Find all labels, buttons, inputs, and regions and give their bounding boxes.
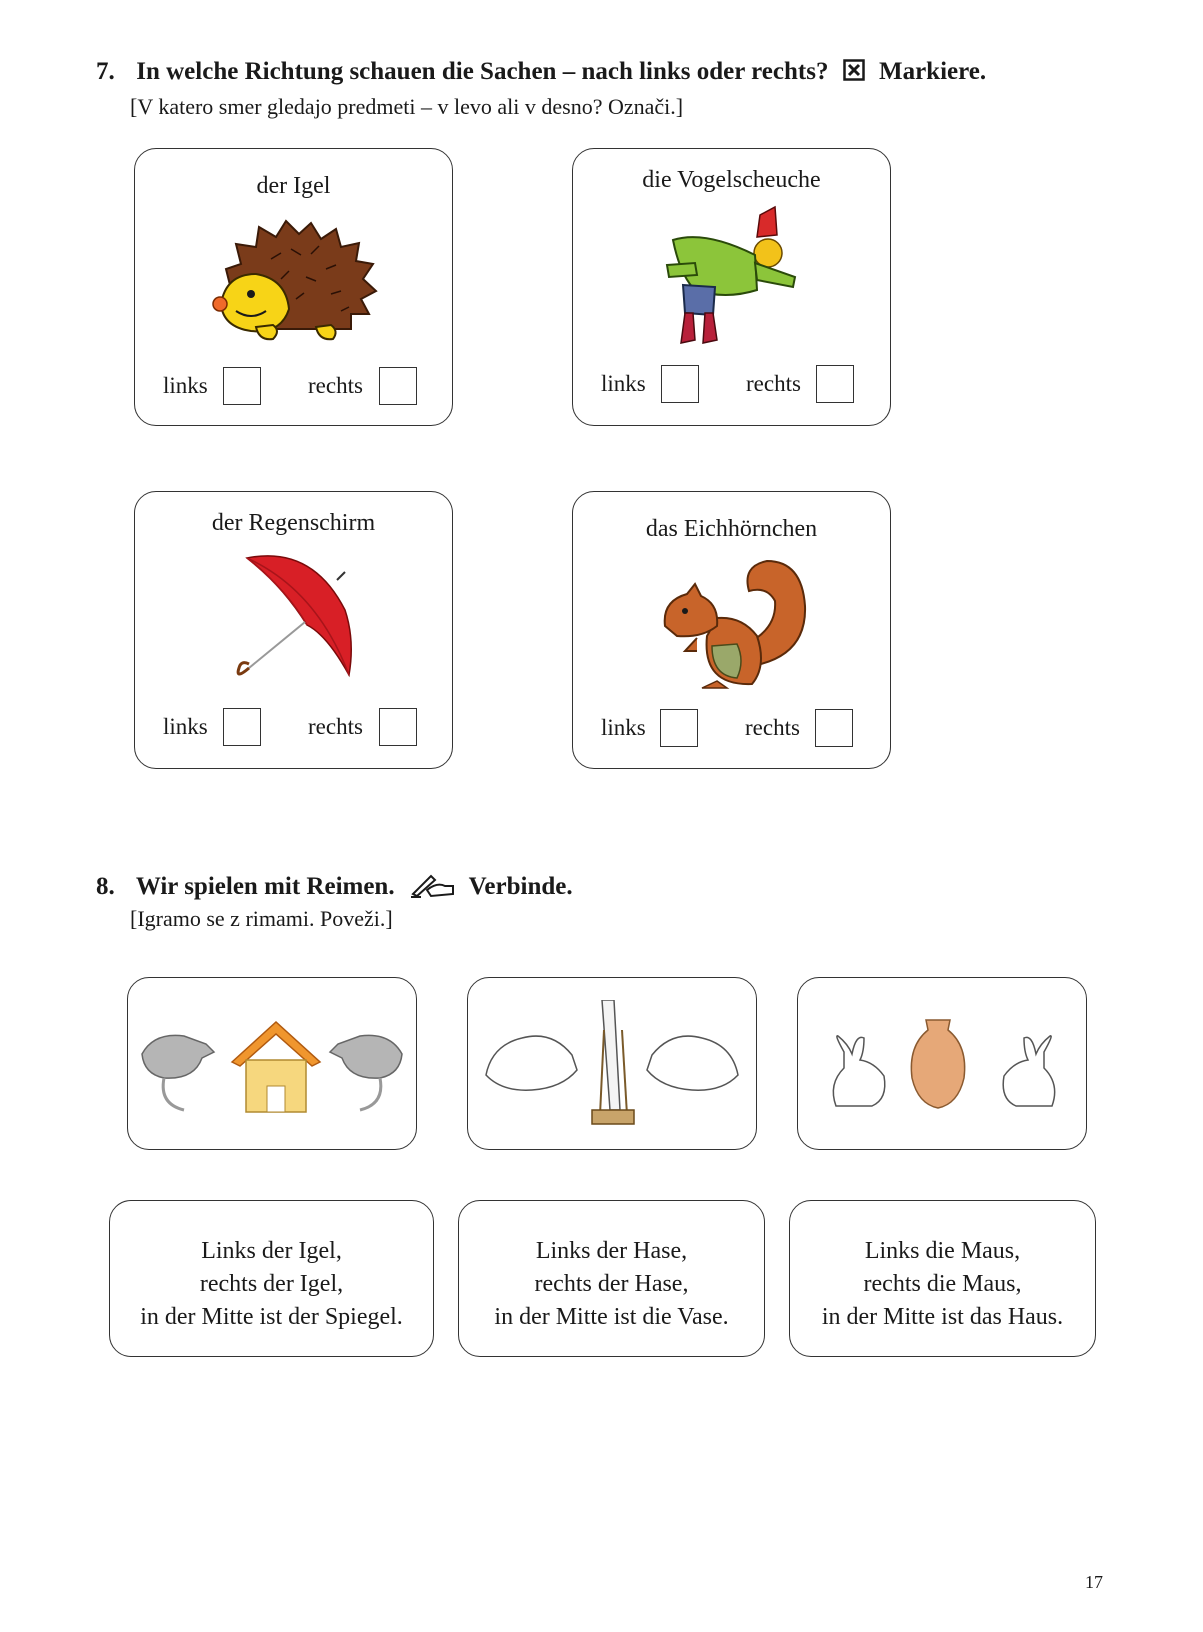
checkbox-links[interactable]: [223, 367, 261, 405]
rhyme-card-hase[interactable]: [458, 1200, 765, 1357]
checkbox-links[interactable]: [660, 709, 698, 747]
task8-number: 8.: [96, 873, 115, 901]
option-rechts: rechts: [308, 714, 363, 739]
checkbox-rechts[interactable]: [379, 367, 417, 405]
scarecrow-icon: [665, 205, 805, 350]
checkbox-rechts[interactable]: [816, 365, 854, 403]
rabbits-vase-icon: [824, 1014, 1064, 1114]
task7-title: In welche Richtung schauen die Sachen – nach links oder rechts?: [136, 58, 829, 85]
option-rechts: rechts: [746, 371, 801, 396]
squirrel-icon: [657, 556, 807, 696]
picture-card-mice-house[interactable]: [127, 977, 417, 1150]
mice-house-icon: [134, 1014, 410, 1116]
rhyme-line: in der Mitte ist das Haus.: [821, 1304, 1064, 1330]
card-label: die Vogelscheuche: [642, 167, 821, 193]
option-links: links: [163, 714, 208, 739]
task8-title: Wir spielen mit Reimen.: [135, 873, 395, 901]
task7-number: 7.: [96, 58, 115, 85]
checkbox-rechts[interactable]: [815, 709, 853, 747]
umbrella-icon: [227, 550, 367, 685]
task8-instruction: Verbinde.: [468, 873, 573, 901]
checkbox-links[interactable]: [223, 708, 261, 746]
rhyme-line: rechts der Igel,: [199, 1271, 344, 1297]
writing-hand-icon: [409, 872, 455, 905]
rhyme-card-igel[interactable]: [109, 1200, 434, 1357]
checkbox-cross-icon: [843, 59, 865, 88]
rhyme-line: in der Mitte ist die Vase.: [494, 1304, 729, 1330]
rhyme-card-maus[interactable]: [789, 1200, 1096, 1357]
task8-title-line: [96, 872, 573, 905]
card-label: der Igel: [256, 173, 331, 199]
rhyme-line: Links der Hase,: [535, 1238, 688, 1264]
card-label: der Regenschirm: [211, 510, 376, 536]
card-label: das Eichhörnchen: [645, 516, 818, 542]
option-rechts: rechts: [308, 373, 363, 398]
rhyme-line: rechts der Hase,: [534, 1271, 689, 1297]
task7-translation: [V katero smer gledajo predmeti – v levo ali v desno? Označi.]: [130, 94, 684, 119]
option-links: links: [163, 373, 208, 398]
option-rechts: rechts: [745, 715, 800, 740]
hedgehogs-mirror-icon: [482, 1000, 742, 1134]
rhyme-line: rechts die Maus,: [863, 1271, 1022, 1297]
card-vogelscheuche: [572, 148, 891, 426]
task8-translation: [Igramo se z rimami. Poveži.]: [130, 906, 393, 931]
task7-title-line: [96, 58, 986, 88]
option-links: links: [601, 371, 646, 396]
hedgehog-icon: [211, 219, 381, 344]
picture-card-rabbits-vase[interactable]: [797, 977, 1087, 1150]
checkbox-links[interactable]: [661, 365, 699, 403]
rhyme-line: Links die Maus,: [864, 1238, 1021, 1264]
rhyme-line: in der Mitte ist der Spiegel.: [140, 1304, 403, 1330]
task7-instruction: Markiere.: [878, 58, 987, 85]
checkbox-rechts[interactable]: [379, 708, 417, 746]
card-eichhoernchen: [572, 491, 891, 769]
page-number: 17: [1085, 1572, 1103, 1592]
option-links: links: [601, 715, 646, 740]
rhyme-line: Links der Igel,: [201, 1238, 342, 1264]
card-regenschirm: [134, 491, 453, 769]
card-igel: [134, 148, 453, 426]
picture-card-hedgehogs-mirror[interactable]: [467, 977, 757, 1150]
